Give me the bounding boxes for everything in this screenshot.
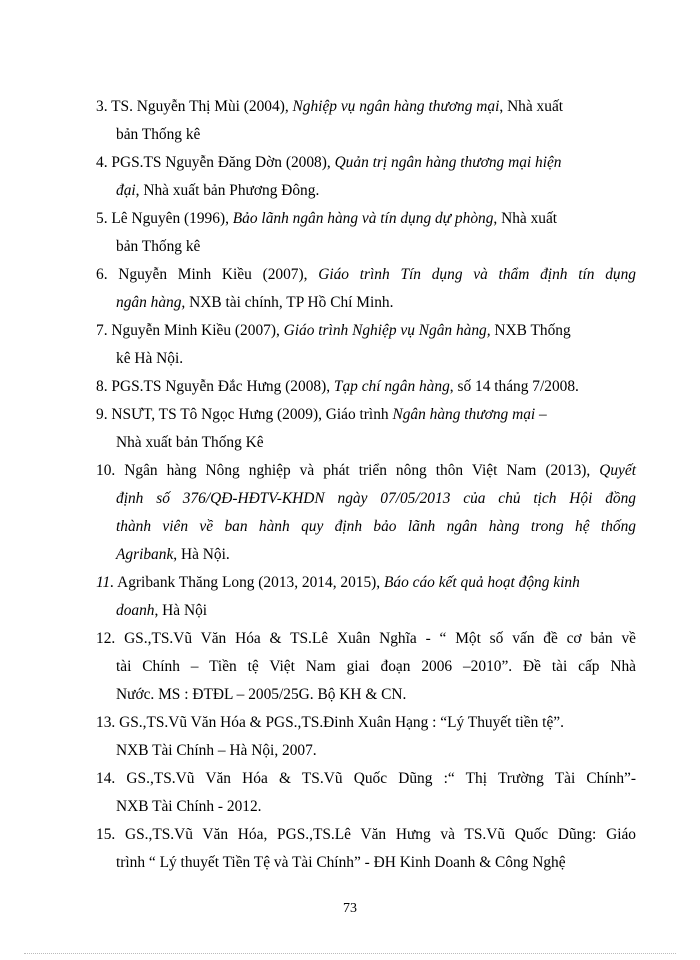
italic-text: đại (116, 182, 136, 199)
reference-first-line (96, 765, 636, 793)
text-run: 10. Ngân hàng Nông nghiệp và phát triển nông thôn Việt Nam (2013), (96, 462, 600, 479)
reference-item (96, 765, 636, 821)
reference-continuation-line (96, 177, 636, 205)
reference-continuation-line (96, 653, 636, 681)
text-run: – (535, 406, 547, 423)
reference-continuation-line (96, 737, 636, 765)
text-run: 8. PGS.TS Nguyễn Đắc Hưng (2008), (96, 378, 334, 395)
text-run: , Hà Nội (154, 602, 208, 619)
reference-first-line (96, 569, 636, 597)
reference-continuation-line (96, 121, 636, 149)
italic-text: Quyết (599, 462, 636, 479)
reference-continuation-line (96, 513, 636, 541)
text-run: Nước. MS : ĐTĐL – 2005/25G. Bộ KH & CN. (116, 686, 407, 703)
text-run: 5. Lê Nguyên (1996), (96, 210, 233, 227)
text-run: bản Thống kê (116, 238, 201, 255)
reference-first-line (96, 317, 636, 345)
italic-text: thành viên về ban hành quy định bảo lãnh ngân hàng trong hệ thống (116, 518, 636, 535)
italic-text: định số 376/QĐ-HĐTV-KHDN ngày 07/05/2013 của chủ tịch Hội đồng (116, 490, 636, 507)
text-run: 14. GS.,TS.Vũ Văn Hóa & TS.Vũ Quốc Dũng :“ Thị Trường Tài Chính”- (96, 770, 636, 787)
reference-first-line (96, 149, 636, 177)
reference-item (96, 569, 636, 625)
reference-item (96, 401, 636, 457)
italic-text: Nghiệp vụ ngân hàng thương mại (292, 98, 500, 115)
reference-continuation-line (96, 429, 636, 457)
text-run: NXB Tài Chính – Hà Nội, 2007. (116, 742, 317, 759)
text-run: NXB Thống (490, 322, 571, 339)
reference-continuation-line (96, 541, 636, 569)
text-run: trình “ Lý thuyết Tiền Tệ và Tài Chính” - ĐH Kinh Doanh & Công Nghệ (116, 854, 566, 871)
italic-text: Bảo lãnh ngân hàng và tín dụng dự phòng (232, 210, 494, 227)
reference-item (96, 149, 636, 205)
text-run: bản Thống kê (116, 126, 201, 143)
italic-text: Tạp chí ngân hàng (333, 378, 450, 395)
italic-text: Giáo trình Nghiệp vụ Ngân hàng, (283, 322, 491, 339)
reference-item (96, 317, 636, 373)
reference-continuation-line (96, 345, 636, 373)
italic-text: Agribank (116, 546, 174, 563)
text-run: kê Hà Nội. (116, 350, 184, 367)
reference-first-line (96, 261, 636, 289)
reference-first-line (96, 401, 636, 429)
italic-text: Giáo trình Tín dụng và thẩm định tín dụng (318, 266, 637, 283)
text-run: , Hà Nội. (173, 546, 230, 563)
reference-first-line (96, 373, 636, 401)
reference-item (96, 205, 636, 261)
reference-item (96, 821, 636, 877)
text-run: 15. GS.,TS.Vũ Văn Hóa, PGS.,TS.Lê Văn Hưng và TS.Vũ Quốc Dũng: Giáo (96, 826, 636, 843)
reference-first-line (96, 625, 636, 653)
reference-continuation-line (96, 793, 636, 821)
reference-continuation-line (96, 485, 636, 513)
reference-continuation-line (96, 233, 636, 261)
italic-text: Báo cáo kết quả hoạt động kinh (384, 574, 580, 591)
text-run: tài Chính – Tiền tệ Việt Nam giai đoạn 2006 –2010”. Đề tài cấp Nhà (116, 658, 636, 675)
reference-item (96, 261, 636, 317)
text-run: 3. TS. Nguyễn Thị Mùi (2004), (96, 98, 293, 115)
reference-item (96, 457, 636, 569)
reference-item (96, 709, 636, 765)
text-run: , Nhà xuất (499, 98, 564, 115)
text-run: , số 14 tháng 7/2008. (449, 378, 579, 395)
reference-item (96, 625, 636, 709)
text-run: 13. GS.,TS.Vũ Văn Hóa & PGS.,TS.Đinh Xuân Hạng : “Lý Thuyết tiền tệ”. (96, 714, 564, 731)
reference-first-line (96, 821, 636, 849)
text-run: , Nhà xuất (493, 210, 558, 227)
text-run: 6. Nguyễn Minh Kiều (2007), (96, 266, 319, 283)
text-run: 9. NSƯT, TS Tô Ngọc Hưng (2009), Giáo trình (96, 406, 393, 423)
reference-item (96, 373, 636, 401)
text-run: Agribank Thăng Long (2013, 2014, 2015), (114, 574, 384, 591)
text-run: 12. GS.,TS.Vũ Văn Hóa & TS.Lê Xuân Nghĩa - “ Một số vấn đề cơ bản về (96, 630, 636, 647)
reference-first-line (96, 93, 636, 121)
text-run: NXB Tài Chính - 2012. (116, 798, 262, 815)
italic-text: Ngân hàng thương mại (392, 406, 536, 423)
italic-text: doanh (116, 602, 155, 619)
page-bottom-rule (24, 953, 676, 954)
reference-continuation-line (96, 597, 636, 625)
text-run: 4. PGS.TS Nguyễn Đăng Dờn (2008), (96, 154, 335, 171)
italic-text: Quản trị ngân hàng thương mại hiện (334, 154, 562, 171)
reference-continuation-line (96, 849, 636, 877)
text-run: , Nhà xuất bản Phương Đông. (135, 182, 320, 199)
italic-text: 11. (96, 574, 115, 591)
text-run: NXB tài chính, TP Hồ Chí Minh. (185, 294, 394, 311)
reference-item (96, 93, 636, 149)
reference-first-line (96, 205, 636, 233)
text-run: Nhà xuất bản Thống Kê (116, 434, 264, 451)
text-run: 7. Nguyễn Minh Kiều (2007), (96, 322, 284, 339)
reference-first-line (96, 457, 636, 485)
italic-text: ngân hàng, (116, 294, 186, 311)
page-number: 73 (343, 901, 357, 916)
reference-continuation-line (96, 289, 636, 317)
reference-continuation-line (96, 681, 636, 709)
reference-first-line (96, 709, 636, 737)
